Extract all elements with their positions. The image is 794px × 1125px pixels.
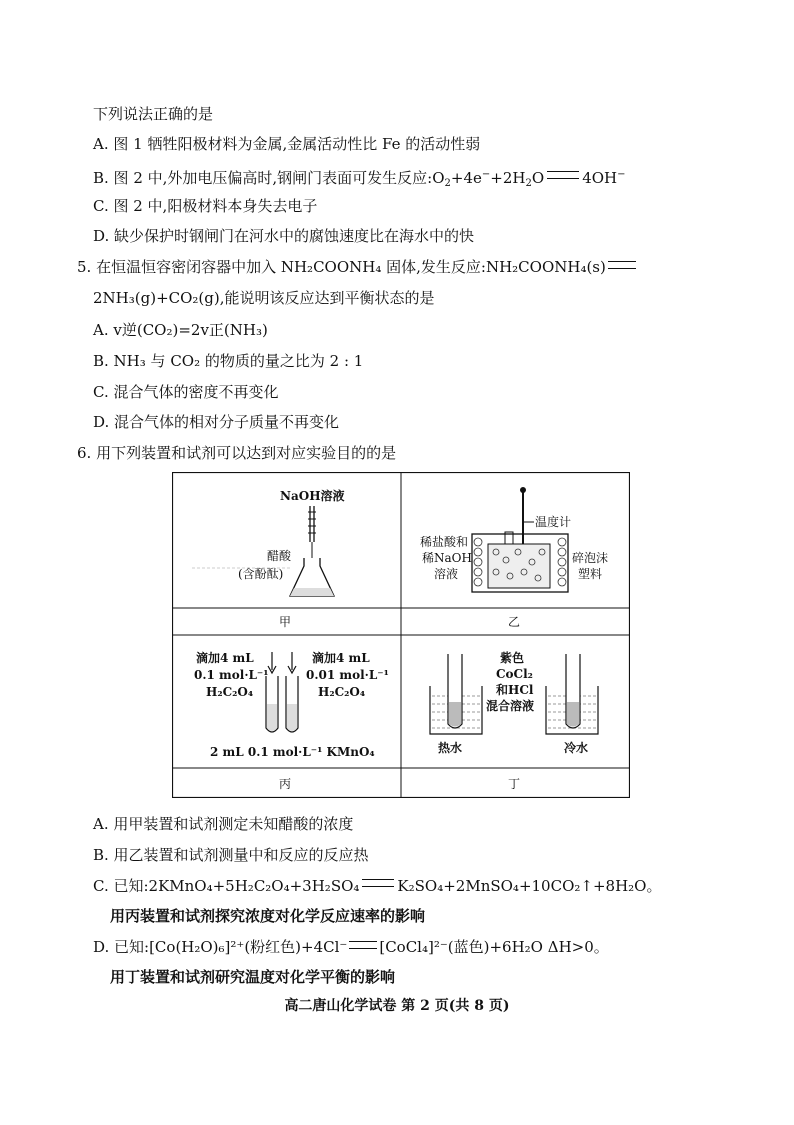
- q5-option-b: B. NH₃ 与 CO₂ 的物质的量之比为 2 : 1: [93, 352, 364, 370]
- q5-stem-line1: 5. 在恒温恒容密闭容器中加入 NH₂COONH₄ 固体,发生反应:NH₂COONH₄(s): [77, 257, 638, 277]
- q5-stem-line2: 2NH₃(g)+CO₂(g),能说明该反应达到平衡状态的是: [93, 289, 435, 307]
- label-yi-left2: 稀NaOH: [422, 551, 472, 565]
- label-thermometer: 温度计: [535, 515, 572, 529]
- panel-ding: [430, 650, 598, 791]
- q5-option-a: A. v逆(CO₂)=2v正(NH₃): [93, 321, 268, 339]
- q6-option-d-line2: 用丁装置和试剂研究温度对化学平衡的影响: [110, 968, 396, 986]
- page-footer: 高二唐山化学试卷 第 2 页(共 8 页): [284, 998, 510, 1014]
- label-ding-mid2: CoCl₂: [496, 667, 533, 681]
- label-indicator: (含酚酞): [238, 567, 284, 581]
- apparatus-figure: [172, 472, 630, 798]
- caption-yi: 乙: [508, 615, 521, 629]
- q6-option-d-line1: D. 已知:[Co(H₂O)₆]²⁺(粉红色)+4Cl⁻ [CoCl₄]²⁻(蓝色)+6H₂O ΔH>0。: [93, 938, 609, 956]
- q6-option-a: A. 用甲装置和试剂测定未知醋酸的浓度: [93, 815, 354, 833]
- label-ding-mid1: 紫色: [500, 651, 525, 665]
- q5-option-d: D. 混合气体的相对分子质量不再变化: [93, 413, 340, 431]
- caption-jia: 甲: [279, 615, 292, 629]
- q6-stem: 6. 用下列装置和试剂可以达到对应实验目的的是: [77, 444, 397, 462]
- q6-option-b: B. 用乙装置和试剂测量中和反应的反应热: [93, 846, 369, 864]
- q5-option-c: C. 混合气体的密度不再变化: [93, 383, 279, 401]
- q6-option-c-line2: 用丙装置和试剂探究浓度对化学反应速率的影响: [110, 907, 426, 925]
- label-bing-left1: 滴加4 mL: [196, 651, 254, 665]
- label-bing-right2: 0.01 mol·L⁻¹: [306, 668, 389, 682]
- label-yi-right1: 碎泡沫: [572, 551, 609, 565]
- label-cold-water: 冷水: [564, 741, 589, 755]
- q4-option-c: C. 图 2 中,阳极材料本身失去电子: [93, 197, 318, 215]
- q6-option-c-line1: C. 已知:2KMnO₄+5H₂C₂O₄+3H₂SO₄ K₂SO₄+2MnSO₄+10CO₂↑+8H₂O。: [93, 877, 662, 895]
- label-ding-mid4: 混合溶液: [486, 699, 535, 713]
- label-naoh: NaOH溶液: [280, 489, 345, 503]
- label-acid: 醋酸: [267, 549, 292, 563]
- q4-intro: 下列说法正确的是: [93, 105, 214, 123]
- label-hot-water: 热水: [438, 741, 463, 755]
- label-yi-left3: 溶液: [434, 567, 459, 581]
- caption-ding: 丁: [508, 777, 521, 791]
- label-yi-left1: 稀盐酸和: [420, 535, 469, 549]
- label-bing-left3: H₂C₂O₄: [206, 685, 254, 699]
- caption-bing: 丙: [279, 777, 292, 791]
- q4-option-d: D. 缺少保护时钢闸门在河水中的腐蚀速度比在海水中的快: [93, 227, 475, 245]
- panel-bing: [194, 650, 389, 791]
- label-bing-right1: 滴加4 mL: [312, 651, 370, 665]
- label-kmno4: 2 mL 0.1 mol·L⁻¹ KMnO₄: [210, 745, 375, 759]
- label-bing-right3: H₂C₂O₄: [318, 685, 366, 699]
- label-yi-right2: 塑料: [578, 567, 603, 581]
- q4-option-b: B. 图 2 中,外加电压偏高时,钢闸门表面可发生反应$:O_2+4e^-+2H_2O$ 4OH−: [93, 169, 626, 189]
- beaker-inner: [488, 544, 550, 588]
- q4-option-a: A. 图 1 牺牲阳极材料为金属,金属活动性比 Fe 的活动性弱: [93, 135, 481, 153]
- label-bing-left2: 0.1 mol·L⁻¹: [194, 668, 269, 682]
- label-ding-mid3: 和HCl: [496, 683, 534, 697]
